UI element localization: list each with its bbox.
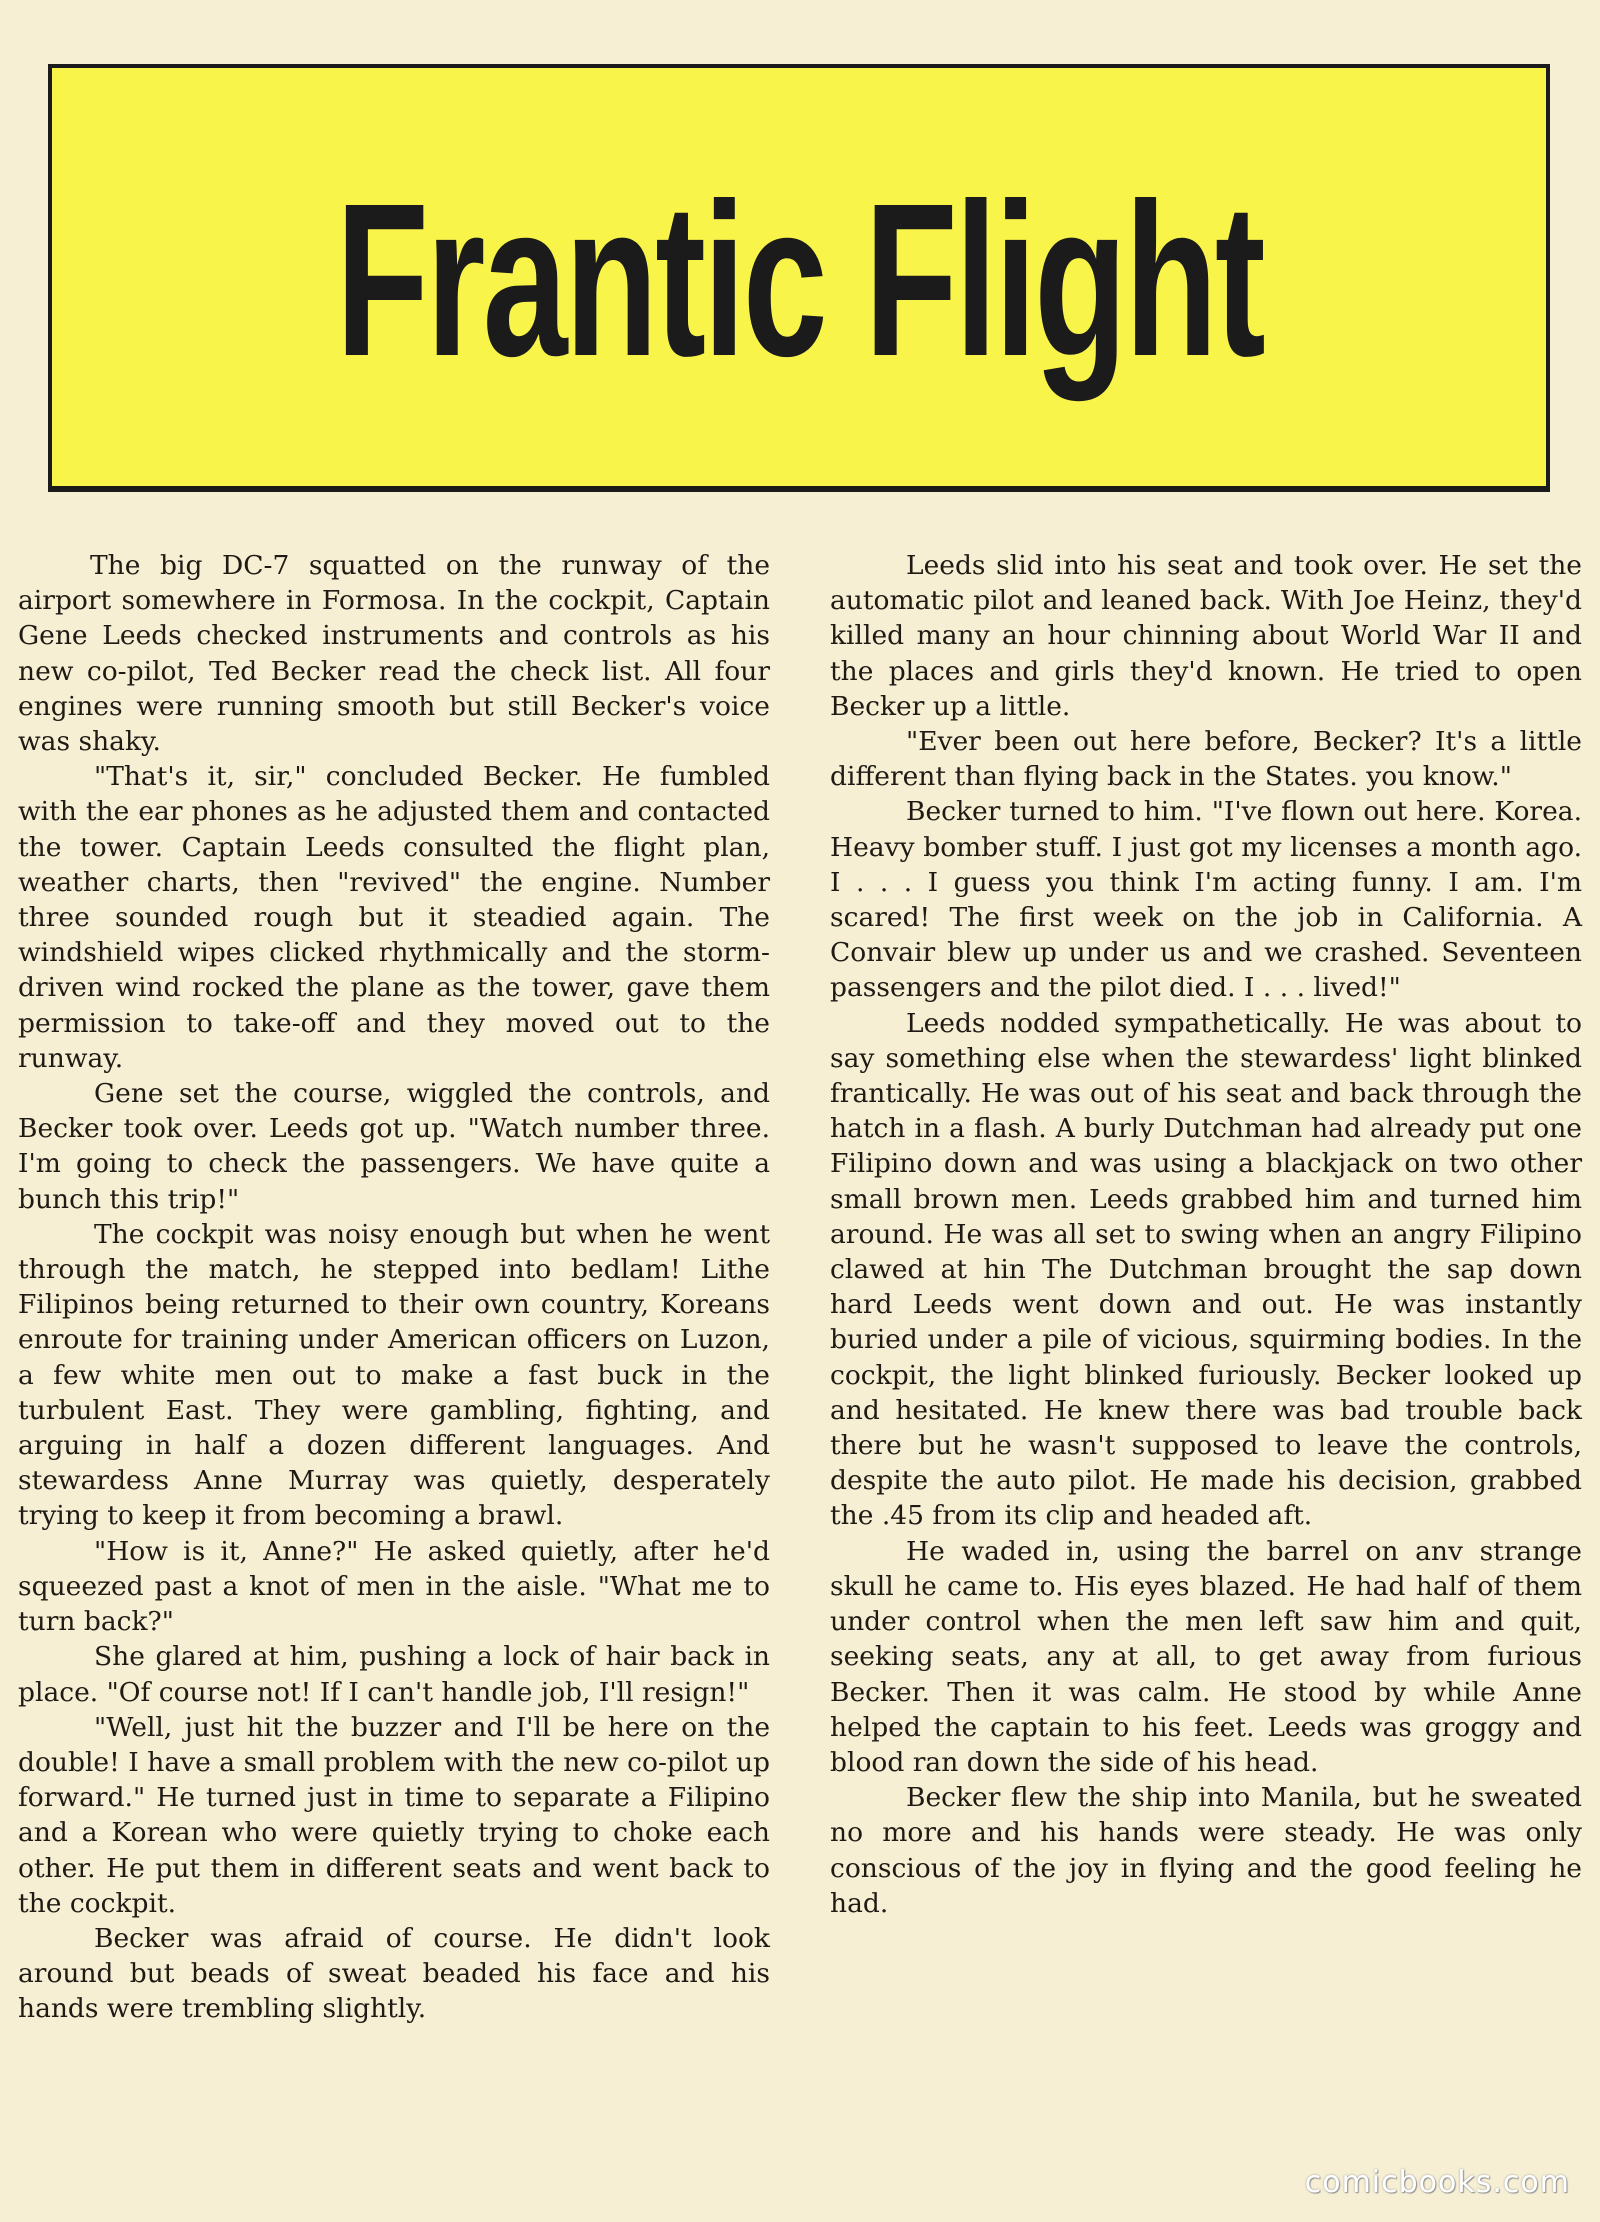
paragraph: She glared at him, pushing a lock of hair back in place. "Of course not! If I can't handle job, I'll resign!" (18, 1641, 770, 1708)
story-title: Frantic Flight (335, 159, 1263, 402)
title-banner (48, 64, 1550, 492)
right-column (830, 548, 1582, 1921)
paragraph: Leeds slid into his seat and took over. He set the automatic pilot and leaned back. With Joe Heinz, they'd killed many an hour chinning about World War II and the places and girls they'd known. He tried to open Becker up a little. (830, 550, 1582, 722)
left-column (18, 548, 770, 2027)
paragraph: The big DC-7 squatted on the runway of the airport somewhere in Formosa. In the cockpit, Captain Gene Leeds checked instruments and controls as his new co-pilot, Ted Becker read the check list. All four engines were running smooth but still Becker's voice was shaky. (18, 550, 770, 758)
paragraph: "Ever been out here before, Becker? It's a little different than flying back in the States. you know." (830, 726, 1582, 793)
paragraph: "That's it, sir," concluded Becker. He fumbled with the ear phones as he adjusted them and contacted the tower. Captain Leeds consulted the flight plan, weather charts, then "revived" the engine. Number three sounded rough but it steadied again. The windshield wipes clicked rhythmically and the storm-driven wind rocked the plane as the tower, gave them permission to take-off and they moved out to the runway. (18, 761, 770, 1074)
paragraph: Becker flew the ship into Manila, but he sweated no more and his hands were steady. He was only conscious of the joy in flying and the good feeling he had. (830, 1782, 1582, 1919)
paragraph: Becker turned to him. "I've flown out here. Korea. Heavy bomber stuff. I just got my licenses a month ago. I . . . I guess you think I'm acting funny. I am. I'm scared! The first week on the job in California. A Convair blew up under us and we crashed. Seventeen passengers and the pilot died. I . . . lived!" (830, 796, 1582, 1004)
paragraph: Leeds nodded sympathetically. He was about to say something else when the stewardess' light blinked frantically. He was out of his seat and back through the hatch in a flash. A burly Dutchman had already put one Filipino down and was using a blackjack on two other small brown men. Leeds grabbed him and turned him around. He was all set to swing when an angry Filipino clawed at hin The Dutchman brought the sap down hard Leeds went down and out. He was instantly buried under a pile of vicious, squirming bodies. In the cockpit, the light blinked furiously. Becker looked up and hesitated. He knew there was bad trouble back there but he wasn't supposed to leave the controls, despite the auto pilot. He made his decision, grabbed the .45 from its clip and headed aft. (830, 1007, 1582, 1532)
paragraph: Gene set the course, wiggled the controls, and Becker took over. Leeds got up. "Watch number three. I'm going to check the passengers. We have quite a bunch this trip!" (18, 1078, 770, 1215)
paragraph: Becker was afraid of course. He didn't look around but beads of sweat beaded his face and his hands were trembling slightly. (18, 1922, 770, 2025)
paragraph: He waded in, using the barrel on anv strange skull he came to. His eyes blazed. He had half of them under control when the men left saw him and quit, seeking seats, any at all, to get away from furious Becker. Then it was calm. He stood by while Anne helped the captain to his feet. Leeds was groggy and blood ran down the side of his head. (830, 1535, 1582, 1778)
paragraph: "Well, just hit the buzzer and I'll be here on the double! I have a small problem with the new co-pilot up forward." He turned just in time to separate a Filipino and a Korean who were quietly trying to choke each other. He put them in different seats and went back to the cockpit. (18, 1711, 770, 1919)
paragraph: The cockpit was noisy enough but when he went through the match, he stepped into bedlam! Lithe Filipinos being returned to their own country, Koreans enroute for training under American officers on Luzon, a few white men out to make a fast buck in the turbulent East. They were gambling, fighting, and arguing in half a dozen different languages. And stewardess Anne Murray was quietly, desperately trying to keep it from becoming a brawl. (18, 1218, 770, 1532)
site-watermark: comicbooks.com (1304, 2165, 1570, 2200)
paragraph: "How is it, Anne?" He asked quietly, after he'd squeezed past a knot of men in the aisle. "What me to turn back?" (18, 1535, 770, 1638)
